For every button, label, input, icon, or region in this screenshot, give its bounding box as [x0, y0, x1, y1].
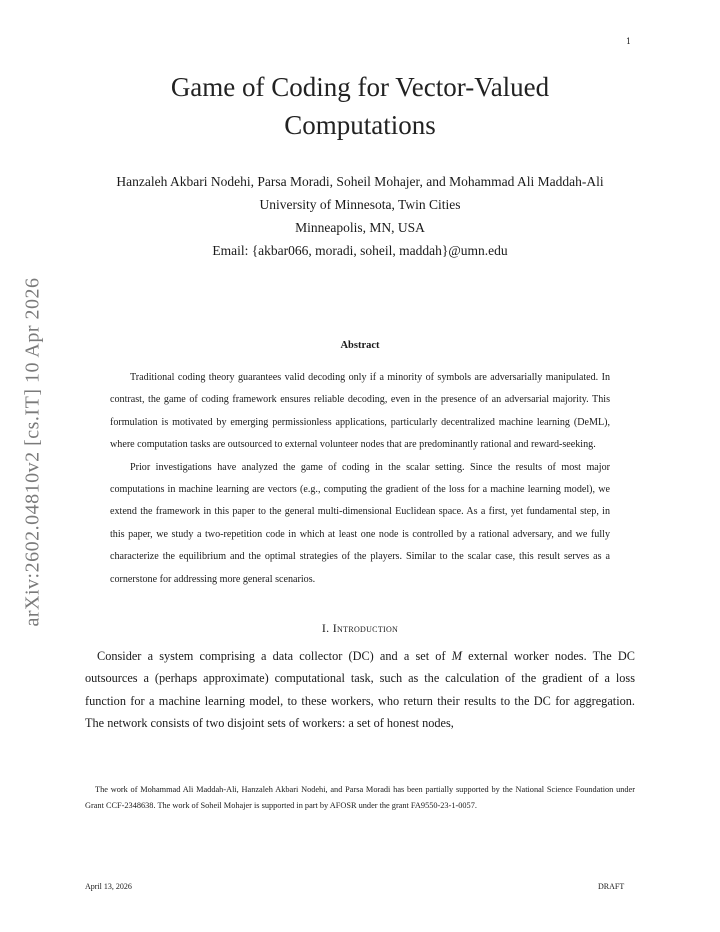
abstract-paragraph-2: Prior investigations have analyzed the game of coding in the scalar setting. Since the results of most major computations in machine learning are vectors (e.g., computing the gradient of the loss for a machine learning model), we extend the framework in this paper to the general multi-dimensional Euclidean space. As a first, yet fundamental step, in this paper, we study a two-repetition code in which at least one node is controlled by a rational adversary, and we fully characterize the equilibrium and the optimal strategies of the players. Similar to the scalar case, this result serves as a cornerstone for addressing more general scenarios.: [110, 461, 610, 585]
paper-title: [60, 68, 660, 144]
abstract-paragraph-1: Traditional coding theory guarantees valid decoding only if a minority of symbols are adversarially manipulated. In contrast, the game of coding framework ensures reliable decoding, even in the presence of an adversarial majority. This formulation is motivated by emerging permissionless applications, particularly decentralized machine learning (DeML), where computation tasks are outsourced to external volunteer nodes that are predominantly rational and reward-seeking.: [110, 372, 610, 451]
author-block: [60, 170, 660, 262]
section-heading-introduction: I. Introduction: [321, 621, 399, 635]
intro-text-start: Consider a system comprising a data collector (DC) and a set of: [97, 649, 452, 663]
author-names: Hanzaleh Akbari Nodehi, Parsa Moradi, Soheil Mohajer, and Mohammad Ali Maddah-Ali: [116, 174, 604, 189]
intro-text-rest: external worker nodes. The DC outsources a (perhaps approximate) computational task, such as the calculation of the gradient of a loss function for a machine learning model, to these workers, who return their results to the DC for aggregation. The network consists of two disjoint sets of workers: a set of honest nodes,: [85, 649, 635, 731]
arxiv-stamp: arXiv:2602.04810v2 [cs.IT] 10 Apr 2026: [21, 277, 44, 627]
title-line-1: Game of Coding for Vector-Valued: [170, 72, 550, 102]
footer-draft-label: DRAFT: [598, 882, 625, 891]
page-number: 1: [626, 37, 632, 46]
footnote-text: The work of Mohammad Ali Maddah-Ali, Hanzaleh Akbari Nodehi, and Parsa Moradi has been partially supported by the National Science Foundation under Grant CCF-2348638. The work of Soheil Mohajer is supported in part by AFOSR under the grant FA9550-23-1-0057.: [85, 785, 635, 810]
math-variable-m: M: [451, 649, 462, 663]
affiliation: University of Minnesota, Twin Cities: [259, 197, 461, 212]
introduction-body: [85, 645, 635, 735]
title-line-2: Computations: [284, 110, 436, 140]
footer-date: April 13, 2026: [85, 882, 132, 891]
abstract-heading: Abstract: [340, 340, 380, 351]
email: Email: {akbar066, moradi, soheil, maddah}@umn.edu: [212, 243, 508, 258]
footnote: [85, 782, 635, 813]
abstract: [110, 367, 610, 591]
intro-paragraph-1: [85, 645, 635, 735]
location: Minneapolis, MN, USA: [295, 220, 425, 235]
